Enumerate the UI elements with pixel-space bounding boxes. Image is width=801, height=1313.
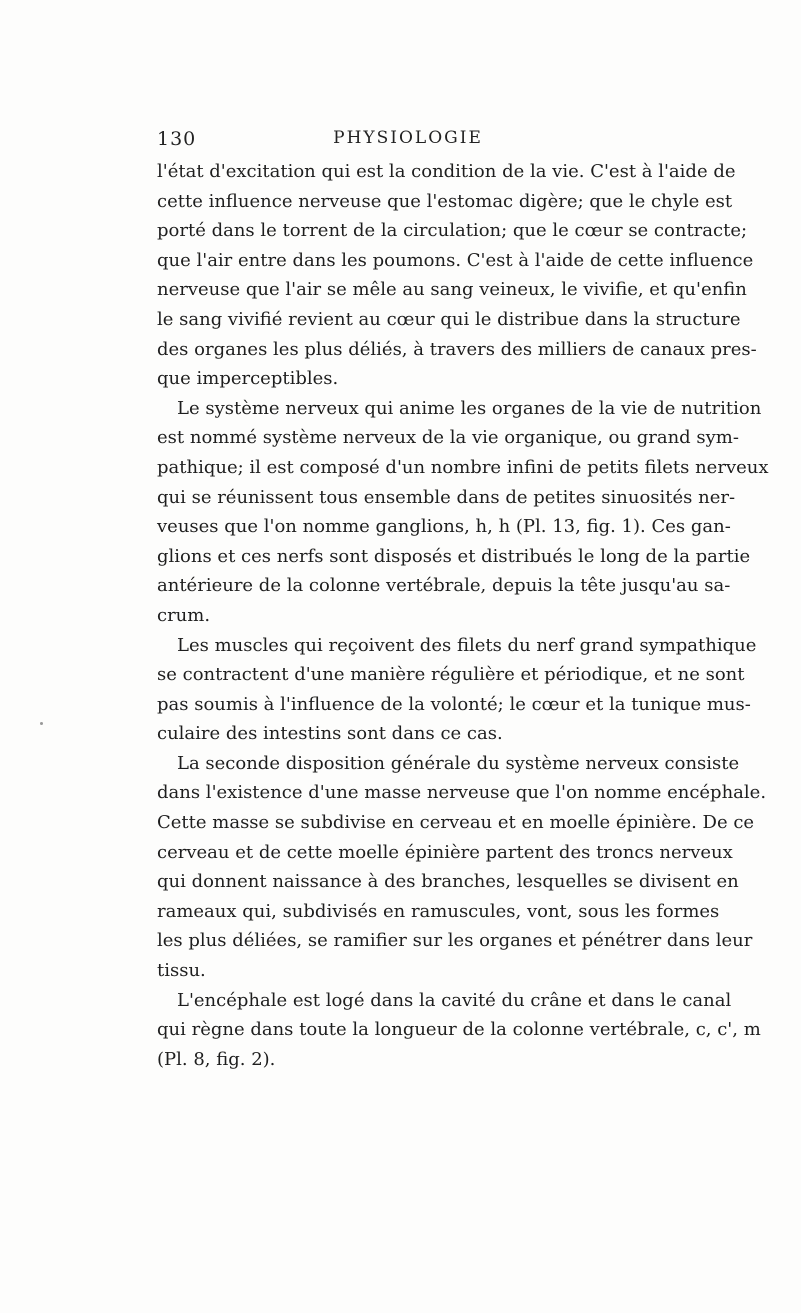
text-line: que l'air entre dans les poumons. C'est à l'aide de cette influence: [157, 249, 754, 271]
text-line: se contractent d'une manière régulière et périodique, et ne sont: [157, 664, 745, 686]
text-line: cette influence nerveuse que l'estomac digère; que le chyle est: [157, 190, 733, 212]
text-line: veuses que l'on nomme ganglions, h, h (Pl. 13, fig. 1). Ces gan-: [157, 516, 731, 538]
text-line: des organes les plus déliés, à travers des milliers de canaux pres-: [157, 338, 757, 360]
text-line: Le système nerveux qui anime les organes de la vie de nutrition: [177, 397, 762, 419]
text-line: pathique; il est composé d'un nombre infini de petits filets nerveux: [157, 456, 769, 478]
text-line: les plus déliées, se ramifier sur les organes et pénétrer dans leur: [157, 930, 753, 952]
page-number: 130: [157, 128, 197, 150]
text-line: rameaux qui, subdivisés en ramuscules, vont, sous les formes: [157, 900, 720, 922]
text-line: Les muscles qui reçoivent des filets du nerf grand sympathique: [177, 634, 757, 656]
running-head: [157, 128, 659, 158]
text-line: est nommé système nerveux de la vie organique, ou grand sym-: [157, 427, 739, 449]
text-line: qui règne dans toute la longueur de la colonne vertébrale, c, c', m: [157, 1019, 761, 1041]
text-line: tissu.: [157, 960, 206, 982]
paragraph-excitation: [157, 157, 757, 394]
text-line: qui donnent naissance à des branches, lesquelles se divisent en: [157, 871, 739, 893]
text-line: que imperceptibles.: [157, 368, 339, 390]
text-line: nerveuse que l'air se mêle au sang veineux, le vivifie, et qu'enfin: [157, 279, 747, 301]
text-line: culaire des intestins sont dans ce cas.: [157, 723, 503, 745]
text-line: l'état d'excitation qui est la condition de la vie. C'est à l'aide de: [157, 161, 736, 182]
body-text: [157, 157, 769, 1074]
text-line: glions et ces nerfs sont disposés et distribués le long de la partie: [157, 545, 751, 567]
ink-speck: [40, 722, 43, 725]
text-line: porté dans le torrent de la circulation; que le cœur se contracte;: [157, 220, 748, 242]
paragraph-encephalon: [157, 749, 767, 986]
running-title: PHYSIOLOGIE: [333, 128, 483, 148]
paragraph-sympathetic-system: [157, 394, 769, 631]
text-line: antérieure de la colonne vertébrale, depuis la tête jusqu'au sa-: [157, 575, 731, 597]
text-line: La seconde disposition générale du système nerveux consiste: [177, 752, 740, 774]
text-line: Cette masse se subdivise en cerveau et en moelle épinière. De ce: [157, 812, 755, 834]
text-line: pas soumis à l'influence de la volonté; le cœur et la tunique mus-: [157, 693, 751, 715]
paragraph-muscles: [157, 631, 757, 749]
text-line: cerveau et de cette moelle épinière partent des troncs nerveux: [157, 841, 733, 863]
text-line: dans l'existence d'une masse nerveuse que l'on nomme encéphale.: [157, 782, 767, 804]
text-line: L'encéphale est logé dans la cavité du crâne et dans le canal: [177, 989, 732, 1011]
text-line: crum.: [157, 604, 211, 626]
text-line: qui se réunissent tous ensemble dans de petites sinuosités ner-: [157, 486, 736, 508]
text-line: (Pl. 8, fig. 2).: [157, 1048, 276, 1070]
text-line: le sang vivifié revient au cœur qui le distribue dans la structure: [157, 308, 741, 330]
paragraph-cranium: [157, 986, 761, 1075]
